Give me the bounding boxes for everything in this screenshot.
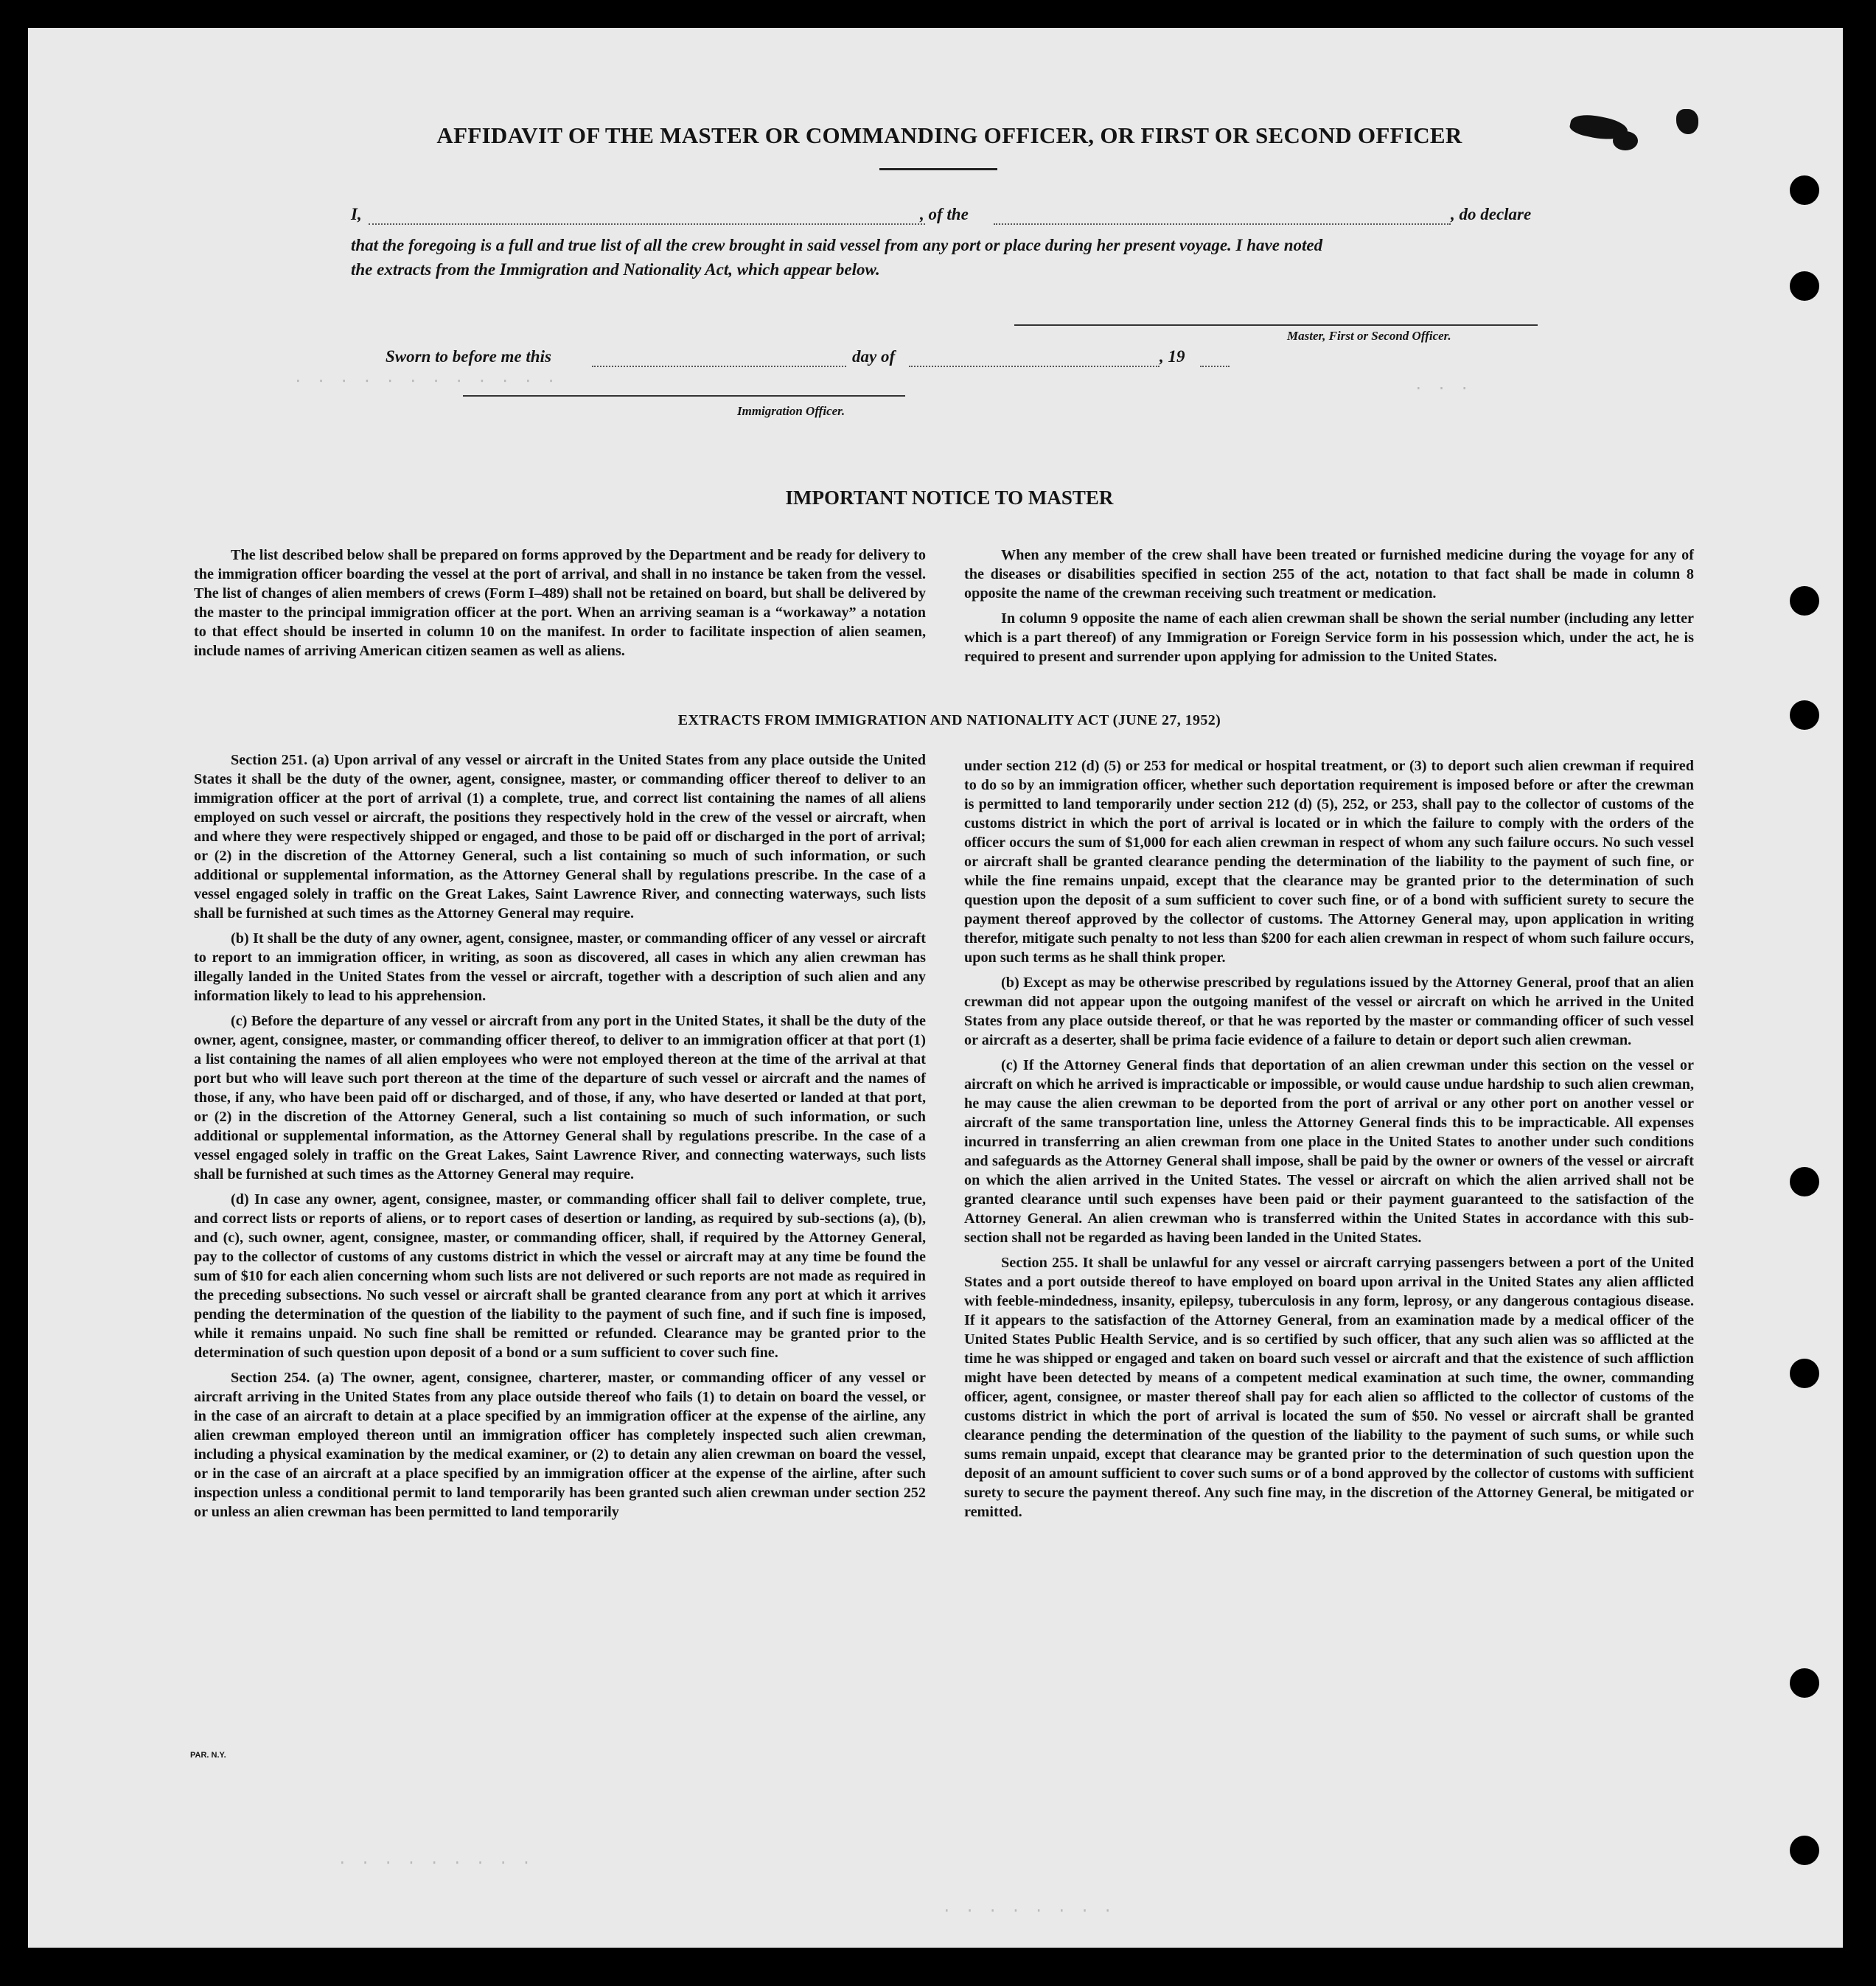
- bleed-through-text: . . . . . . . . . . . .: [293, 374, 558, 391]
- punch-hole: [1790, 1668, 1819, 1698]
- printer-mark: PAR. N.Y.: [190, 1751, 226, 1760]
- ink-blot: [1676, 109, 1698, 134]
- day-of-label: day of: [852, 347, 896, 366]
- immigration-officer-line: [463, 395, 905, 397]
- ink-blot: [1613, 131, 1638, 150]
- sworn-label: Sworn to before me this: [386, 347, 551, 366]
- page-title: AFFIDAVIT OF THE MASTER OR COMMANDING OFFICER, OR FIRST OR SECOND OFFICER: [436, 122, 1462, 148]
- notice-right-paragraph-2: In column 9 opposite the name of each alien crewman shall be shown the serial number (including any letter which is a part thereof) of any Immigration or Foreign Service form in his possession which, under the act, he is required to present and surrender upon applying for admission to the United States.: [964, 610, 1694, 665]
- notice-title: IMPORTANT NOTICE TO MASTER: [785, 487, 1114, 509]
- year-label: , 19: [1160, 347, 1185, 366]
- section-251a: Section 251. (a) Upon arrival of any vessel or aircraft in the United States from any place outside the United States it shall be the duty of the owner, agent, consignee, master, or commanding officer thereof to deliver to an immigration officer at the port of arrival (1) a complete, true, and correct list containing the names of all aliens employed on such vessel or aircraft, the positions they respectively hold in the crew of the vessel or aircraft, when and where they were respectively shipped or engaged, and those to be paid off or discharged in the port of arrival; or (2) in the discretion of the Attorney General, such a list containing so much of such information, or such additional or supplemental information, as the Attorney General shall by regulations prescribe. In the case of a vessel engaged solely in traffic on the Great Lakes, Saint Lawrence River, and connecting waterways, such lists shall be furnished at such times as the Attorney General may require.: [194, 752, 926, 921]
- section-254a-continued: under section 212 (d) (5) or 253 for medical or hospital treatment, or (3) to deport such alien crewman if required to do so by an immigration officer, whether such deportation requirement is imposed before or after the crewman is permitted to land temporarily under section 212 (d) (5), 252, or 253, shall pay to the collector of customs of the customs district in which the port of arrival is located or in which the failure to comply with the orders of the officer occurs the sum of $1,000 for each alien crewman in respect of whom any such failure occurs. No such vessel or aircraft shall be granted clearance pending the determination of the liability to the payment of such fine, or while the fine remains unpaid, except that the clearance may be granted prior to the determination of such question upon the deposit of a sum sufficient to cover such fine, or of a bond with sufficient surety to secure the payment thereof approved by the collector of customs. The Attorney General may, upon application in writing therefor, mitigate such penalty to not less than $200 for each alien crewman in respect of whom such failure occurs, upon such terms as he shall think proper.: [964, 758, 1694, 966]
- master-signature-label: Master, First or Second Officer.: [1287, 329, 1451, 343]
- extracts-right-column: [964, 756, 1694, 1527]
- punch-hole: [1790, 1167, 1819, 1196]
- notice-right-paragraph-1: When any member of the crew shall have been treated or furnished medicine during the voyage for any of the diseases or disabilities specified in section 255 of the act, notation to that fact shall be made in column 8 opposite the name of the crewman receiving such treatment or medication.: [964, 547, 1694, 602]
- notice-left-paragraph: The list described below shall be prepared on forms approved by the Department and be ready for delivery to the immigration officer boarding the vessel at the port of arrival, and shall in no instance be taken from the vessel. The list of changes of alien members of crews (Form I–489) shall not be retained on board, but shall be delivered by the master to the principal immigration officer at the port. When an arriving seaman is a “workaway” a notation to that effect should be inserted in column 10 on the manifest. In order to facilitate inspection of alien seamen, include names of arriving American citizen seamen as well as aliens.: [194, 547, 926, 659]
- bleed-through-text: . . . . . . . . .: [338, 1856, 534, 1873]
- document-page: [28, 28, 1843, 1948]
- affidavit-line-3: the extracts from the Immigration and Nationality Act, which appear below.: [351, 260, 880, 279]
- section-254c: (c) If the Attorney General finds that deportation of an alien crewman under this section on the vessel or aircraft on which he arrived is impracticable or impossible, or would cause undue hardship to such alien crewman, he may cause the alien crewman to be deported from the port of arrival or any other port on another vessel or aircraft of the same transportation line, unless the Attorney General finds this to be impracticable. All expenses incurred in transferring an alien crewman from one place in the United States to another under such conditions and safeguards as the Attorney General shall impose, shall be paid by the owner or owners of the vessel or aircraft on which the alien arrived in the United States. The vessel or aircraft on which the alien arrived shall not be granted clearance until such expenses have been paid or their payment guaranteed to the satisfaction of the Attorney General. An alien crewman who is transferred within the United States in accordance with this sub-section shall not be regarded as having been landed in the United States.: [964, 1057, 1694, 1246]
- bleed-through-text: . . .: [1414, 382, 1472, 399]
- extracts-left-column: [194, 750, 926, 1527]
- master-signature-line: [1014, 324, 1538, 326]
- section-254b: (b) Except as may be otherwise prescribed by regulations issued by the Attorney General, proof that an alien crewman did not appear upon the outgoing manifest of the vessel or aircraft on which he arrived in the United States from any place outside thereof, or that he was reported by the master or commanding officer of such vessel or aircraft as a deserter, shall be prima facie evidence of a failure to detain or deport such alien crewman.: [964, 975, 1694, 1048]
- punch-hole: [1790, 586, 1819, 616]
- notice-right-column: [964, 546, 1694, 672]
- bleed-through-text: . . . . . . . .: [942, 1904, 1115, 1921]
- section-254a: Section 254. (a) The owner, agent, consignee, charterer, master, or commanding officer of any vessel or aircraft arriving in the United States from any place outside thereof who fails (1) to detain on board the vessel, or in the case of an aircraft to detain at a place specified by an immigration officer at the expense of the airline, any alien crewman employed thereon until an immigration officer has completely inspected such alien crewman, including a physical examination by the medical examiner, or (2) to detain any alien crewman on board the vessel, or in the case of an aircraft at a place specified by an immigration officer at the expense of the airline, after such inspection unless a conditional permit to land temporarily has been granted such alien crewman under section 252 or unless an alien crewman has been permitted to land temporarily: [194, 1370, 926, 1520]
- affidavit-line-2: that the foregoing is a full and true list of all the crew brought in said vessel from any port or place during her present voyage. I have noted: [351, 236, 1323, 254]
- sworn-day-blank: [592, 366, 846, 367]
- punch-hole: [1790, 1359, 1819, 1388]
- affidavit-of-the: , of the: [920, 205, 969, 223]
- affidavit-i: I,: [351, 205, 362, 223]
- affidavit-do-declare: , do declare: [1451, 205, 1532, 223]
- affidavit-vessel-blank: [994, 223, 1451, 225]
- section-251c: (c) Before the departure of any vessel or aircraft from any port in the United States, it shall be the duty of the owner, agent, consignee, master, or commanding officer thereof, to deliver to an immigration officer at that port (1) a list containing the names of all alien employees who were not employed thereon at the time of the arrival at that port but who will leave such port thereon at the time of the departure of such vessel or aircraft and the names of those, if any, who have been paid off or discharged, and of those, if any, who have deserted or landed at that port, or (2) in the discretion of the Attorney General, such a list containing so much of such information, or such additional or supplemental information, as the Attorney General shall by regulations prescribe. In the case of a vessel engaged solely in traffic on the Great Lakes, Saint Lawrence River, and connecting waterways, such lists shall be furnished at such times as the Attorney General may require.: [194, 1013, 926, 1182]
- immigration-officer-label: Immigration Officer.: [737, 404, 845, 418]
- section-255: Section 255. It shall be unlawful for any vessel or aircraft carrying passengers between a port of the United States and a port outside thereof to have employed on board upon arrival in the United States any alien afflicted with feeble-mindedness, insanity, epilepsy, tuberculosis in any form, leprosy, or any dangerous contagious disease. If it appears to the satisfaction of the Attorney General, from an examination made by a medical officer of the United States Public Health Service, and is so certified by such officer, that any such alien was so afflicted at the time he was shipped or engaged and taken on board such vessel or aircraft and that the existence of such affliction might have been detected by means of a competent medical examination at such time, the owner, commanding officer, agent, consignee, or master thereof shall pay for each alien so afflicted to the collector of customs of the customs district in which the port of arrival is located the sum of $50. No vessel or aircraft shall be granted clearance pending the determination of the question of the liability to the payment of such sums, or while such sums remain unpaid, except that clearance may be granted prior to the determination of such question upon the deposit of an amount sufficient to cover such sums or of a bond approved by the collector of customs with sufficient surety to secure the payment thereof. Any such fine may, in the discretion of the Attorney General, be mitigated or remitted.: [964, 1255, 1694, 1520]
- sworn-year-blank: [1200, 366, 1230, 367]
- notice-left-column: [194, 546, 926, 666]
- section-251d: (d) In case any owner, agent, consignee, master, or commanding officer shall fail to deliver complete, true, and correct lists or reports of aliens, or to report cases of desertion or landing, as required by sub-sections (a), (b), and (c), such owner, agent, consignee, master, or commanding officer, shall, if required by the Attorney General, pay to the collector of customs of any customs district in which the vessel or aircraft may at any time be found the sum of $10 for each alien concerning whom such lists are not delivered or such reports are not made as required in the preceding subsections. No such vessel or aircraft shall be granted clearance from any port at which it arrives pending the determination of the question of the liability to the payment of such fine, and if such fine is imposed, while it remains unpaid. No such fine shall be remitted or refunded. Clearance may be granted prior to the determination of such question upon deposit of a bond or a sum sufficient to cover such fine.: [194, 1191, 926, 1361]
- affidavit-name-blank: [369, 223, 925, 225]
- punch-hole: [1790, 700, 1819, 730]
- punch-hole: [1790, 175, 1819, 205]
- extracts-title: EXTRACTS FROM IMMIGRATION AND NATIONALITY ACT (JUNE 27, 1952): [677, 712, 1221, 728]
- section-251b: (b) It shall be the duty of any owner, agent, consignee, master, or commanding officer of any vessel or aircraft to report to an immigration officer, in writing, as soon as discovered, all cases in which any alien crewman has illegally landed in the United States from the vessel or aircraft, together with a description of such alien and any information likely to lead to his apprehension.: [194, 930, 926, 1004]
- punch-hole: [1790, 271, 1819, 301]
- punch-hole: [1790, 1836, 1819, 1865]
- sworn-month-blank: [909, 366, 1160, 367]
- title-rule: [879, 168, 997, 170]
